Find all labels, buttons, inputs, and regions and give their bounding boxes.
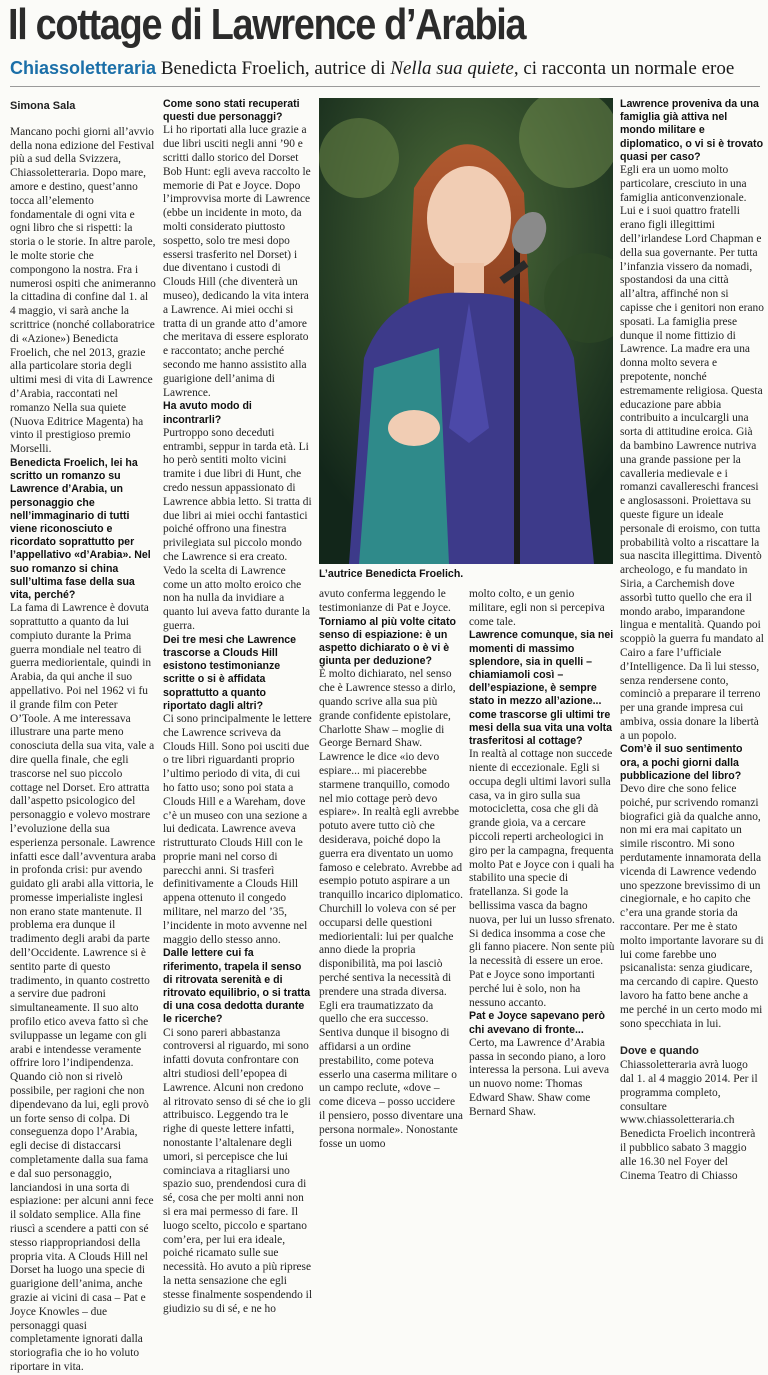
author-photo [319, 98, 613, 564]
article-column-5 [620, 98, 764, 1183]
info-heading: Dove e quando [620, 1045, 699, 1058]
body-paragraph: È molto dichiarato, nel senso che è Lawrence stesso a dirlo, quando scrive alla sua più grande confidente epistolare, Charlotte Shaw – moglie di George Bernard Shaw. Lawrence le dice «io devo espiare... mi piacerebbe starmene tranquillo, comodo nel mio cottage però devo espiare». In realtà egli avrebbe potuto avere tutto ciò che desiderava, poiché dopo la guerra era diventato un uomo famoso e celebrato. Avrebbe ad esempio potuto aspirare a un tranquillo incarico diplomatico. Churchill lo voleva con sé per occuparsi delle questioni mediorientali: lui per qualche anno diede la propria disponibilità, ma poi lasciò perché sentiva la necessità di prendere una strada diversa. Egli era traumatizzato da quello che era successo. Sentiva dunque il bisogno di affidarsi a un ordine prestabilito, come poteva esserlo una caserma militare o un campo reclute, «dove – come diceva – posso uccidere il pensiero, posso diventare una persona normale». Nonostante fosse un uomo [319, 668, 463, 1150]
interview-question: Dei tre mesi che Lawrence trascorse a Clouds Hill esistono testimonianze scritte o si è affidata soprattutto a quanto riportato dagli altri? [163, 633, 297, 712]
interview-question: Lawrence proveniva da una famiglia già attiva nel mondo militare e diplomatico, o vi si è trovato quasi per caso? [620, 98, 764, 163]
interview-question: Dalle lettere cui fa riferimento, trapela il senso di ritrovata serenità e di ritrovato equilibrio, o si tratta di una cosa dedotta durante le ricerche? [163, 947, 311, 1026]
interview-question: Come sono stati recuperati questi due personaggi? [163, 98, 300, 124]
article-column-1 [10, 96, 156, 1375]
subhead-text-before: Benedicta Froelich, autrice di [156, 58, 391, 79]
author-byline: Simona Sala [10, 100, 76, 112]
body-paragraph: Purtroppo sono deceduti entrambi, seppur in tarda età. Li ho però sentiti molto vicini tramite i due libri di Hunt, che credo nessun appassionato di Lawrence abbia letto. Si tratta di due libri ai miei occhi fantastici poiché offrono una finestra privilegiata sul piccolo mondo che Lawrence si era creato. Vedo la scelta di Lawrence come un atto molto eroico che non ha nulla da invidiare a quanto lui aveva fatto durante la guerra. [163, 426, 312, 632]
article-column-3 [319, 588, 463, 1151]
subhead-text-after: , ci racconta un normale eroe [513, 58, 735, 79]
column-body-4 [469, 588, 615, 1120]
body-paragraph: Certo, ma Lawrence d’Arabia passa in secondo piano, a loro interessa la persona. Lui aveva un nuovo nome: Thomas Edward Shaw. Shaw come Bernard Shaw. [469, 1036, 610, 1118]
body-paragraph: Li ho riportati alla luce grazie a due libri usciti negli anni ’90 e scritti dallo storico del Dorset Bob Hunt: egli aveva raccolto le memorie di Pat e Joyce. Dopo l’improvvisa morte di Lawrence (ebbe un incidente in moto, da molti considerato piuttosto sospetto, solo tre mesi dopo essersi trasferito nel Dorset) i due diventano i custodi di Clouds Hill (che diventerà un museo), dedicando la vita intera a Lawrence. Ai miei occhi si tratta di un grande atto d’amore che meritava di essere esplorato e raccontato; anche perché secondo me hanno assistito alla guarigione dell’anima di Lawrence. [163, 124, 311, 399]
author-photo-illustration [319, 98, 613, 564]
body-paragraph: Chiassoletteraria avrà luogo dal 1. al 4 maggio 2014. Per il programma completo, consultare www.chiassoletteraria.ch Benedicta Froelich incontrerà il pubblico sabato 3 maggio alle 16.30 nel Foyer del Cinema Teatro di Chiasso [620, 1059, 758, 1182]
body-paragraph: Ci sono principalmente le lettere che Lawrence scriveva da Clouds Hill. Sono poi usciti due o tre libri riguardanti proprio l’ultimo periodo di vita, di cui ho fatto uso; sono poi stata a Clouds Hill e a Wareham, dove c’è un museo con una sezione a lui dedicata. Lawrence aveva ristrutturato Clouds Hill con le proprie mani nel corso di parecchi anni. Si trasferì definitivamente a Clouds Hill appena ottenuto il congedo militare, nel marzo del ’35, l’incidente in moto avvenne nel maggio dello stesso anno. [163, 712, 312, 946]
headline: Il cottage di Lawrence d’Arabia [8, 0, 526, 49]
body-paragraph: La fama di Lawrence è dovuta soprattutto a quanto da lui compiuto durante la Prima guerra mondiale nel teatro di guerra mediorientale, quindi in Arabia, da qui anche il suo appellativo. Poi nel 1962 vi fu il grande film con Peter O’Toole. A me interessava illustrare una parte meno conosciuta della sua vita, vale a dire quella finale, che egli trascorse nel suo piccolo cottage nel Dorset. Ero attratta dall’aspetto psicologico del personaggio e volevo mostrare l’evoluzione della sua esperienza personale. Lawrence infatti esce dall’avventura araba in profonda crisi: pur avendo guidato gli arabi alla vittoria, le promesse imperialiste inglesi non erano state mantenute. Il problema era dunque il tradimento degli arabi da parte dell’Occidente. Lawrence si è sentito parte di questo tradimento, in quanto costretto a servire due padroni simultaneamente. Il suo alto profilo etico aveva fatto sì che sviluppasse un legame con gli arabi e intendesse veramente offrire loro l’indipendenza. Quando ciò non si rivelò possibile, per ragioni che non dipendevano da lui, egli provò un forte senso di colpa. Di conseguenza dopo l’Arabia, egli decise di distaccarsi completamente dalla sua fama e dal suo personaggio, lanciandosi in una sorta di espiazione: per alcuni anni fece il soldato semplice. Alla fine riuscì a scendere a patti con sé stesso riappropriandosi della propria vita. A Clouds Hill nel Dorset ha luogo una specie di guarigione dell’anima, anche grazie ai vicini di casa – Pat e Joyce Knowles – due personaggi quasi completamente ignorati dalla storiografia che io ho voluto riportare in vita. [10, 602, 156, 1373]
photo-caption: L’autrice Benedicta Froelich. [319, 568, 464, 580]
subheadline [10, 56, 766, 81]
interview-question: Benedicta Froelich, lei ha scritto un romanzo su Lawrence d’Arabia, un personaggio che nell’immaginario di tutti viene riconosciuto e ricordato soprattutto per l’appellativo «d’Arabia». Nel suo romanzo si china sull’ultima fase della sua vita, perché? [10, 456, 151, 601]
article-column-4 [469, 588, 615, 1120]
column-body-5 [620, 98, 764, 1183]
header-divider [10, 86, 760, 87]
article-column-2 [163, 98, 312, 1316]
interview-question: Lawrence comunque, sia nei momenti di massimo splendore, sia in quelli – chiamiamoli così – dell’espiazione, è sempre stato in mezzo all’azione... come trascorse gli ultimi tre mesi della sua vita una volta trasferitosi al cottage? [469, 629, 614, 748]
body-paragraph: Mancano pochi giorni all’avvio della nona edizione del Festival più a sud della Svizzera, Chiassoletteraria. Dopo mare, amore e destino, quest’anno tocca all’elemento fondamentale di ogni vita e ogni libro che si rispetti: la storia o le storie. In altre parole, le molte storie che compongono la nostra. Fra i numerosi ospiti che animeranno la cittadina di confine dal 1. al 4 maggio, vi sarà anche la scrittrice (nonché collaboratrice di «Azione») Benedicta Froelich, che nel 2013, grazie alla particolare storia degli ultimi mesi di vita di Lawrence d’Arabia, raccontati nel romanzo Nella sua quiete (Nuova Editrice Magenta) ha vinto il prestigioso premio Morselli. [10, 125, 156, 456]
column-body-1 [10, 126, 156, 1375]
interview-question: Pat e Joyce sapevano però chi avevano di fronte... [469, 1010, 606, 1036]
body-paragraph: Devo dire che sono felice poiché, pur scrivendo romanzi biografici già da qualche anno, non mi era mai capitato un simile riscontro. Mi sono perdutamente innamorata della vicenda di Lawrence vedendo uno spezzone brevissimo di un cinegiornale, e ho capito che c’era una grande storia da raccontare. Per me è stato molto importante lavorare su di lui come farebbe uno psicanalista: senza giudicare, ma cercando di capire. Questo lavoro ha fatto bene anche a me perché in un certo modo mi sono specchiata in lui. [620, 783, 764, 1030]
body-paragraph: avuto conferma leggendo le testimonianze di Pat e Joyce. [319, 588, 451, 614]
body-paragraph: In realtà al cottage non succede niente di eccezionale. Egli si occupa degli ultimi lavori sulla casa, va in giro sulla sua motocicletta, cosa che gli dà grande gioia, va a cercare piccoli reperti archeologici in giro per la campagna, frequenta molto Pat e Joyce con i quali ha stabilito una specie di fratellanza. Si gode la bellissima vasca da bagno nuova, per lui un lusso sfrenato. Si dedica insomma a cose che gli fanno piacere. Non sente più la necessità di essere un eroe. Pat e Joyce sono importanti perché lui è solo, non ha nessuno accanto. [469, 748, 615, 1009]
body-paragraph: molto colto, e un genio militare, egli non si percepiva come tale. [469, 588, 605, 628]
column-body-3 [319, 588, 463, 1151]
book-title: Nella sua quiete [390, 58, 514, 79]
interview-question: Torniamo al più volte citato senso di espiazione: è un aspetto dichiarato o è vi è giunta per deduzione? [319, 615, 456, 668]
interview-question: Ha avuto modo di incontrarli? [163, 400, 252, 426]
body-paragraph: Egli era un uomo molto particolare, cresciuto in una famiglia anticonvenzionale. Lui e i suoi quattro fratelli erano figli illegittimi dell’irlandese Lord Chapman e della sua governante. Per tutta l’infanzia vissero da nomadi, spostandosi da una città all’altra, affinché non si capisse che i genitori non erano sposati. La famiglia prese dunque il nome fittizio di Lawrence. La madre era una donna molto severa e prepotente, nonché estremamente religiosa. Questa educazione pare abbia contribuito a inculcargli una sorta di attitudine eroica. Già da bambino Lawrence nutriva una grande passione per la cavalleria medievale e i romanzi cavallereschi francesi e anglosassoni. Proiettava su queste figure un ideale personale di eroismo, con tutta probabilità volto a riscattare la sua nascita illegittima. Diventò archeologo, e fu mandato in Siria, a Carchemish dove assorbì tutto quello che era il mondo arabo, imparandone lingua e mentalità. Quando poi scoppiò la guerra fu mandato al Cairo a fare l’ufficiale d’Intelligence. Da lì lui stesso, senza rendersene conto, cominciò a preparare il terreno per una grande impresa cui ambiva, ossia donare la libertà a un popolo. [620, 164, 764, 742]
body-paragraph: Ci sono pareri abbastanza controversi al riguardo, mi sono infatti dovuta confrontare con altri studiosi dell’epopea di Lawrence. Alcuni non credono al ritrovato senso di sé che io gli attribuisco. Leggendo tra le righe di queste lettere infatti, nonostante l’altalenare degli umori, si percepisce che lui cominciava a ritagliarsi uno spazio suo, prendendosi cura di sé, cosa che per molti anni non si era mai permesso di fare. Il luogo scelto, piccolo e spartano com’era, per lui era ideale, poiché ricamato sulle sue necessità. Ho avuto a più riprese la netta sensazione che egli stesse finalmente sospendendo il giudizio su di sé, e ne ho [163, 1026, 312, 1315]
section-brand: Chiassoletteraria [10, 58, 157, 78]
interview-question: Com’è il suo sentimento ora, a pochi giorni dalla pubblicazione del libro? [620, 743, 743, 782]
column-body-2 [163, 98, 312, 1316]
